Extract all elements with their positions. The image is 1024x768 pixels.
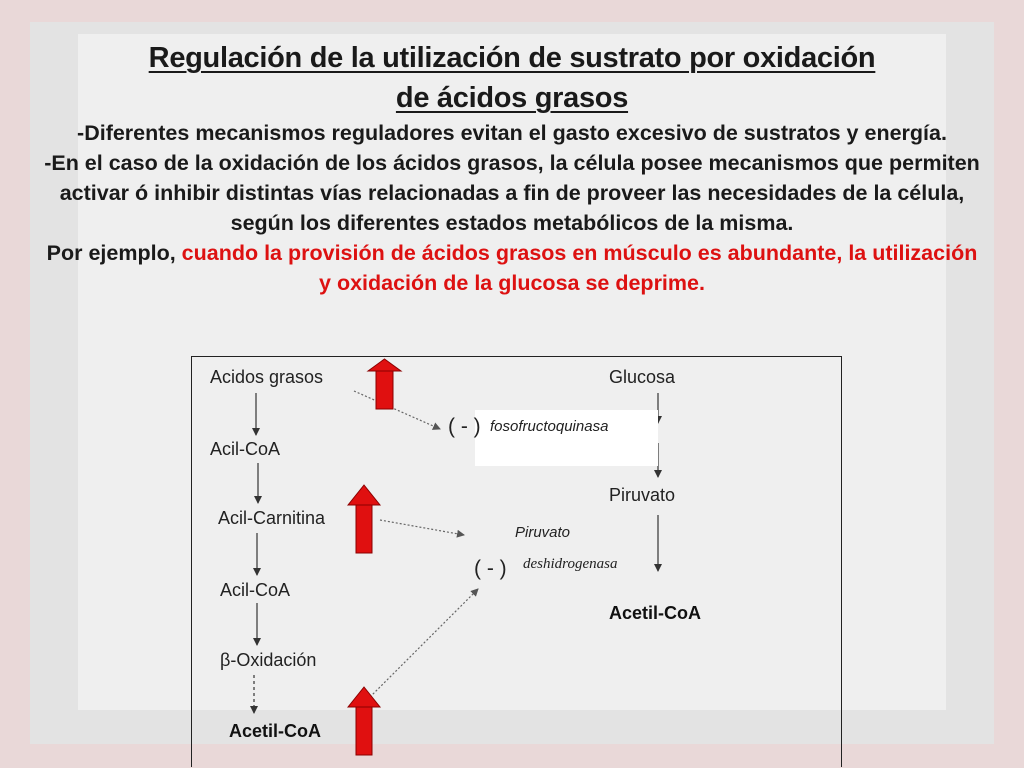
paragraph-example bbox=[30, 238, 994, 298]
diagram-canvas bbox=[192, 357, 841, 767]
red-up-arrow-acil-carnitina bbox=[348, 485, 380, 553]
inhibition-sign-2: ( - ) bbox=[474, 557, 507, 580]
slide-title bbox=[30, 38, 994, 118]
label-acil-coa-2: Acil-CoA bbox=[220, 580, 291, 600]
inhibition-sign-1: ( - ) bbox=[448, 415, 481, 438]
title-line-1: Regulación de la utilización de sustrato por oxidación bbox=[148, 42, 876, 74]
label-acetil-coa-right: Acetil-CoA bbox=[609, 603, 702, 623]
example-intro: Por ejemplo, bbox=[46, 241, 182, 265]
dotted-arrow-carnitina-to-pdh bbox=[380, 520, 464, 535]
label-fosofructoquinasa: fosofructoquinasa bbox=[490, 418, 609, 435]
label-deshidrogenasa: deshidrogenasa bbox=[523, 556, 618, 572]
label-piruvato: Piruvato bbox=[609, 485, 676, 505]
paragraph-mechanisms: -Diferentes mecanismos reguladores evitan el gasto excesivo de sustratos y energía. bbox=[77, 121, 947, 145]
red-up-arrow-acidos-grasos bbox=[368, 359, 401, 409]
label-beta-oxidacion: β-Oxidación bbox=[220, 650, 317, 670]
metabolic-diagram bbox=[191, 356, 842, 767]
label-acetil-coa-left: Acetil-CoA bbox=[229, 721, 322, 741]
label-piruvato-enzyme: Piruvato bbox=[515, 524, 571, 541]
dotted-arrow-acidos-to-pfk bbox=[354, 391, 440, 429]
paragraph-fatty-acid-oxidation: -En el caso de la oxidación de los ácidos grasos, la célula posee mecanismos que permiten activar ó inhibir distintas vías relacionadas a fin de proveer las necesidades de la célula, según los diferentes estados metabólicos de la misma. bbox=[44, 151, 980, 235]
label-acil-carnitina: Acil-Carnitina bbox=[218, 508, 326, 528]
label-acidos-grasos: Acidos grasos bbox=[210, 367, 324, 387]
example-highlight: cuando la provisión de ácidos grasos en músculo es abundante, la utilización y oxidación de la glucosa se deprime. bbox=[181, 241, 978, 295]
red-up-arrow-acetil-coa bbox=[348, 687, 380, 755]
label-glucosa: Glucosa bbox=[609, 367, 676, 387]
label-acil-coa-1: Acil-CoA bbox=[210, 439, 281, 459]
title-line-2: de ácidos grasos bbox=[395, 82, 629, 114]
slide-text bbox=[30, 38, 994, 298]
dotted-arrow-acetilcoa-to-pdh bbox=[370, 589, 478, 697]
